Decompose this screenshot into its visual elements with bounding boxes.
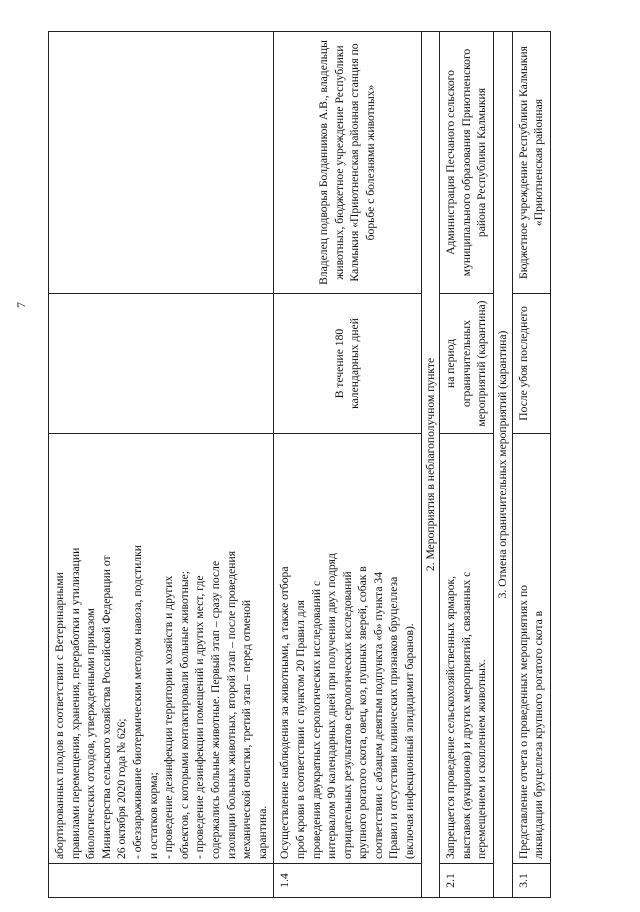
text-line: отрицательных результатов серологических исследований (340, 571, 354, 859)
measure-text (49, 434, 274, 864)
text-line: правилами перемещения, хранения, переработки и утилизации (68, 547, 82, 859)
text-line: Запрещается проведение сельскохозяйственных ярмарок, (444, 575, 458, 859)
responsible-cell: Бюджетное учреждение Республики Калмыкия «Приютненская районная (512, 32, 550, 294)
text-line: - проведение дезинфекции помещений и других мест, где (193, 575, 207, 859)
text-line: механической очистки, третий этап – перед отменой (240, 599, 254, 859)
table-row (440, 32, 494, 898)
term-cell: После убоя последнего (512, 294, 550, 434)
responsible-cell: Владелец подворья Болданников А.В., владельцы животных, бюджетное учреждение Республики Калмыкия «Приютненская районная станция по борьбе с болезнями животных» (274, 32, 421, 294)
row-number (49, 864, 274, 898)
section-row (494, 32, 513, 898)
text-line: и остатков корма; (146, 772, 160, 859)
text-line: Министерства сельского хозяйства Российской Федерации от (99, 555, 113, 859)
text-line: проведения двукратных серологических исследований с (309, 580, 323, 859)
measure-text (440, 434, 494, 864)
table-row (49, 32, 274, 898)
section-row (421, 32, 440, 898)
responsible-cell (49, 32, 274, 294)
text-line: интервалом 90 календарных дней при получении двух подряд (325, 553, 339, 859)
text-line: Правил и отсутствии клинических признаков бруцеллеза (387, 576, 401, 859)
text-line: - обеззараживание биотермическим методом навоза, подстилки (130, 545, 144, 859)
measure-text (512, 434, 550, 864)
text-line: объектов, с которыми контактировали больные животные; (177, 570, 191, 859)
text-line: соответствии с абзацем девятым подпункта «б» пункта 34 (371, 571, 385, 859)
text-line: абортированных плодов в соответствии с Ветеринарными (53, 572, 66, 859)
text-line: проб крови в соответствии с пунктом 20 Правил для (293, 600, 307, 859)
table-row (274, 32, 421, 898)
term-cell (49, 294, 274, 434)
text-line: Представление отчета о проведенных мероприятиях по (516, 585, 530, 859)
section-heading: 3. Отмена ограничительных мероприятий (карантина) (494, 32, 513, 898)
text-line: Осуществление наблюдения за животными, а также отбора (278, 566, 292, 859)
text-line: биологических отходов, утвержденными приказом (84, 608, 98, 859)
text-line: (включая инфекционный эпидидимит баранов). (403, 623, 417, 859)
table-row (512, 32, 550, 898)
text-line: ликвидации бруцеллеза крупного рогатого скота в (532, 610, 546, 859)
text-line: выставок (аукционов) и других мероприятий, связанных с (459, 571, 473, 859)
text-line: карантина. (255, 805, 269, 859)
row-number: 2.1 (440, 864, 494, 898)
text-line: перемещением и скоплением животных. (475, 659, 489, 859)
row-number: 3.1 (512, 864, 550, 898)
row-number: 1.4 (274, 864, 421, 898)
text-line: изоляции больных животных, второй этап – после проведения (224, 550, 238, 859)
responsible-cell: Администрация Песчаного сельского муниципального образования Приютненского района Республики Калмыкия (440, 32, 494, 294)
text-line: содержались больные животные. Первый этап – сразу после (208, 560, 222, 859)
text-line: 26 октября 2020 года № 626; (115, 718, 129, 859)
term-cell: В течение 180 календарных дней (274, 294, 421, 434)
measure-text (274, 434, 421, 864)
measures-table (48, 31, 551, 898)
text-line: крупного рогатого скота, овец, коз, пушных зверей, собак в (356, 566, 370, 859)
text-line: - проведение дезинфекции территории хозяйств и других (162, 575, 176, 859)
term-cell: на период ограничительных мероприятий (карантина) (440, 294, 494, 434)
page-number: 7 (14, 302, 28, 308)
section-heading: 2. Мероприятия в неблагополучном пункте (421, 32, 440, 898)
